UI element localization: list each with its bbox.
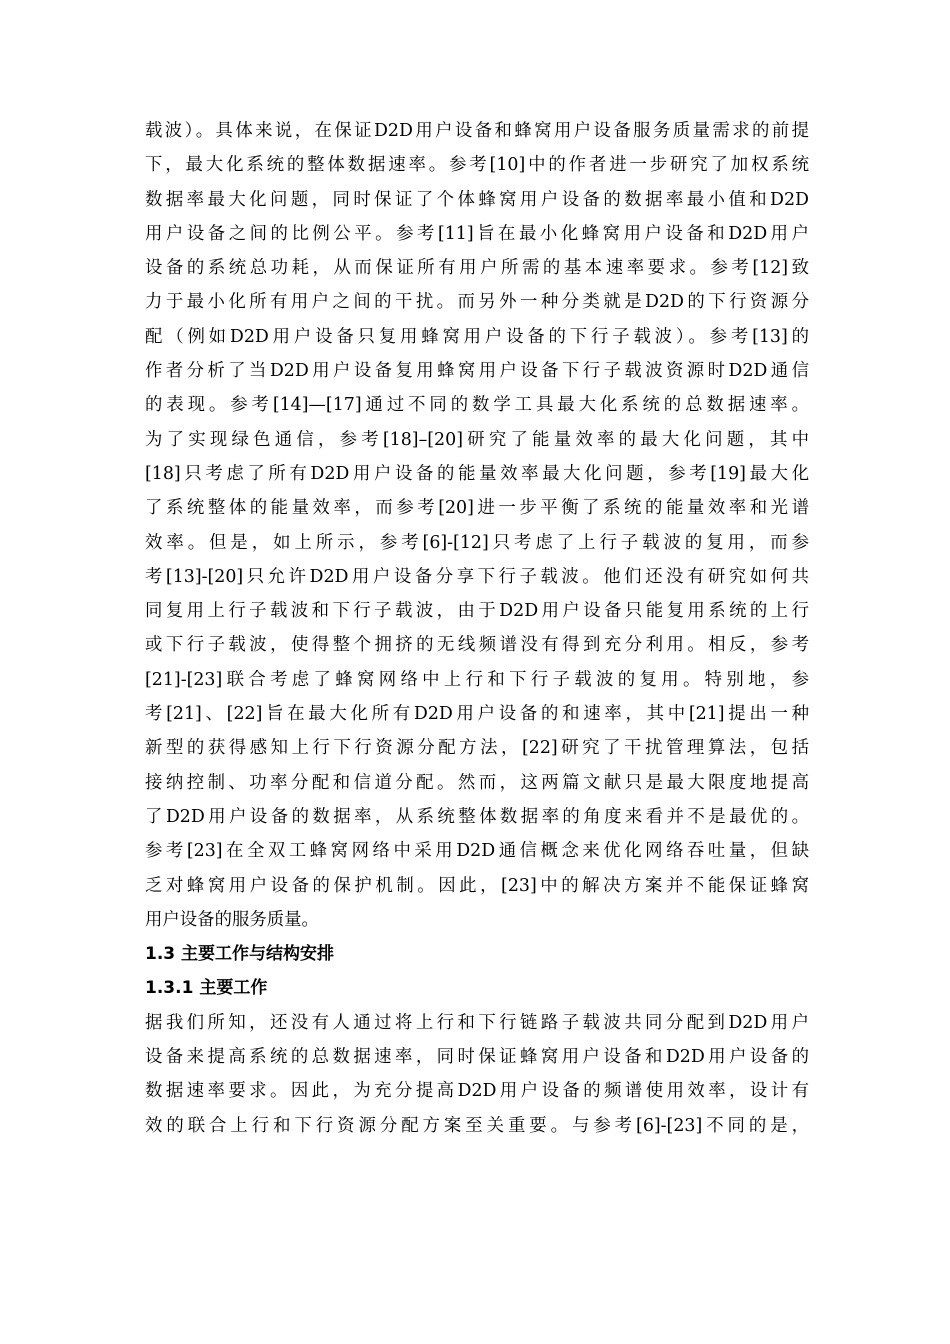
paragraph-line: 载波）。具体来说，在保证D2D用户设备和蜂窝用户设备服务质量需求的前提 bbox=[145, 121, 809, 141]
paragraph-line: 据我们所知，还没有人通过将上行和下行链路子载波共同分配到D2D用户 bbox=[145, 1012, 809, 1033]
paragraph-line: 效的联合上行和下行资源分配方案至关重要。与参考[6]-[23]不同的是， bbox=[145, 1115, 809, 1136]
paragraph-line: 配（例如D2D用户设备只复用蜂窝用户设备的下行子载波）。参考[13]的 bbox=[145, 326, 809, 347]
paragraph-line: 参考[23]在全双工蜂窝网络中采用D2D通信概念来优化网络吞吐量，但缺 bbox=[145, 841, 809, 862]
paragraph-line: 了D2D用户设备的数据率，从系统整体数据率的角度来看并不是最优的。 bbox=[145, 806, 809, 827]
paragraph-line: 设备来提高系统的总数据速率，同时保证蜂窝用户设备和D2D用户设备的 bbox=[145, 1047, 809, 1068]
paragraph-line: 数据速率要求。因此，为充分提高D2D用户设备的频谱使用效率，设计有 bbox=[145, 1081, 809, 1102]
paragraph-line: 力于最小化所有用户之间的干扰。而另外一种分类就是D2D的下行资源分 bbox=[145, 292, 809, 313]
paragraph-line: 设备的系统总功耗，从而保证所有用户所需的基本速率要求。参考[12]致 bbox=[145, 258, 809, 279]
section-heading: 1.3.1 主要工作 bbox=[145, 978, 268, 999]
paragraph-line: 作者分析了当D2D用户设备复用蜂窝用户设备下行子载波资源时D2D通信 bbox=[145, 361, 809, 382]
paragraph-line: 用户设备之间的比例公平。参考[11]旨在最小化蜂窝用户设备和D2D用户 bbox=[145, 223, 809, 244]
paragraph-line: 或下行子载波，使得整个拥挤的无线频谱没有得到充分利用。相反，参考 bbox=[145, 635, 809, 656]
paragraph-line: [18]只考虑了所有D2D用户设备的能量效率最大化问题，参考[19]最大化 bbox=[145, 463, 809, 484]
paragraph-line: 考[13]-[20]只允许D2D用户设备分享下行子载波。他们还没有研究如何共 bbox=[145, 566, 809, 587]
section-heading: 1.3 主要工作与结构安排 bbox=[145, 944, 335, 965]
paragraph-line: 为了实现绿色通信，参考[18]–[20]研究了能量效率的最大化问题，其中 bbox=[145, 429, 809, 450]
paragraph-line: 新型的获得感知上行下行资源分配方法，[22]研究了干扰管理算法，包括 bbox=[145, 738, 809, 759]
paragraph-line: 考[21]、[22]旨在最大化所有D2D用户设备的和速率，其中[21]提出一种 bbox=[145, 704, 809, 725]
document-page bbox=[145, 114, 809, 1143]
paragraph-line: 同复用上行子载波和下行子载波，由于D2D用户设备只能复用系统的上行 bbox=[145, 601, 809, 622]
paragraph-line: 了系统整体的能量效率，而参考[20]进一步平衡了系统的能量效率和光谱 bbox=[145, 498, 809, 519]
paragraph-line: 乏对蜂窝用户设备的保护机制。因此，[23]中的解决方案并不能保证蜂窝 bbox=[145, 875, 809, 896]
paragraph-line: 接纳控制、功率分配和信道分配。然而，这两篇文献只是最大限度地提高 bbox=[145, 772, 809, 793]
paragraph-line: 的表现。参考[14]—[17]通过不同的数学工具最大化系统的总数据速率。 bbox=[145, 395, 809, 416]
paragraph-line: 数据率最大化问题，同时保证了个体蜂窝用户设备的数据率最小值和D2D bbox=[145, 189, 809, 210]
paragraph-line: 效率。但是，如上所示，参考[6]-[12]只考虑了上行子载波的复用，而参 bbox=[145, 532, 809, 553]
paragraph-line: 下，最大化系统的整体数据速率。参考[10]中的作者进一步研究了加权系统 bbox=[145, 155, 809, 176]
paragraph-line: 用户设备的服务质量。 bbox=[145, 909, 319, 930]
paragraph-line: [21]-[23]联合考虑了蜂窝网络中上行和下行子载波的复用。特别地，参 bbox=[145, 669, 809, 690]
